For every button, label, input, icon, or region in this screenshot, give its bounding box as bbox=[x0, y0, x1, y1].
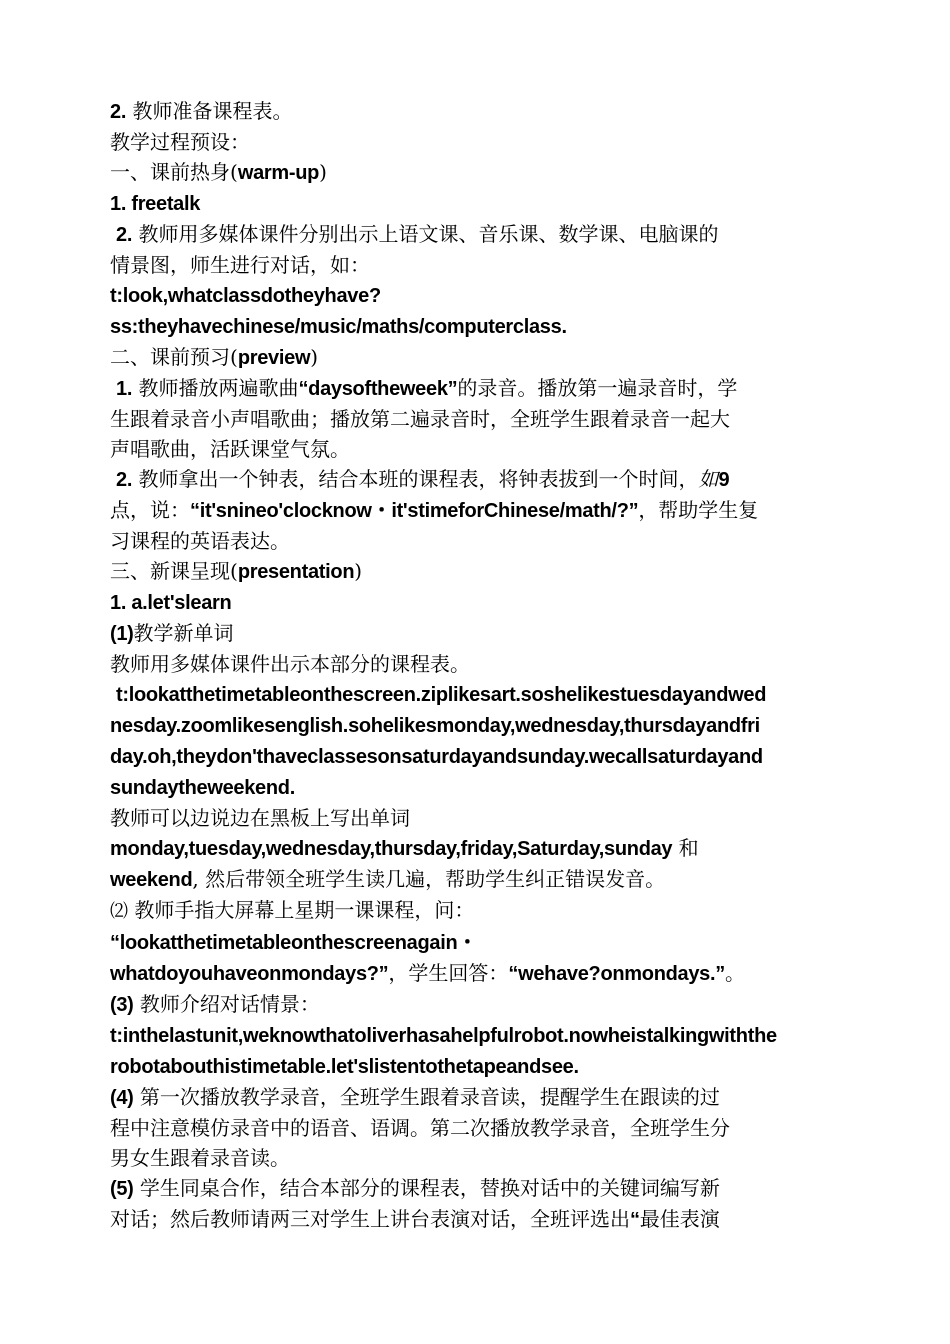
item-number: (3) bbox=[110, 994, 134, 1016]
paragraph-line bbox=[110, 434, 840, 464]
item-number: 2. bbox=[110, 101, 127, 123]
teacher-speech-line bbox=[110, 772, 840, 803]
warmup-item-1 bbox=[110, 188, 840, 219]
paragraph-line bbox=[110, 1204, 840, 1235]
teacher-question-line bbox=[110, 958, 840, 989]
paragraph-line bbox=[110, 803, 840, 833]
section-heading-warmup bbox=[110, 157, 840, 188]
teacher-speech-line bbox=[110, 741, 840, 772]
line-text: 教师拿出一个钟表，结合本班的课程表，将钟表拔到一个时间， bbox=[132, 467, 699, 491]
line-text: 教学新单词 bbox=[133, 621, 234, 645]
english-line: robotabouthistimetable.let'slistentothetapeandsee. bbox=[110, 1056, 579, 1078]
paragraph-line bbox=[110, 864, 840, 895]
english-line: t:lookatthetimetableonthescreen.ziplikesart.soshelikestuesdayandwed bbox=[116, 684, 767, 706]
dialogue-line-students bbox=[110, 311, 840, 342]
english-line: nesday.zoomlikesenglish.sohelikesmonday,wednesday,thursdayandfri bbox=[110, 715, 760, 737]
line-text: 生跟着录音小声唱歌曲；播放第二遍录音时，全班学生跟着录音一起大 bbox=[110, 407, 730, 431]
line-text: ) bbox=[319, 160, 327, 184]
section-heading-presentation bbox=[110, 556, 840, 587]
english-term: 9 bbox=[718, 469, 730, 491]
warmup-item-2 bbox=[110, 219, 840, 250]
teacher-speech-line bbox=[110, 1020, 840, 1051]
line-text: 的录音。播放第一遍录音时，学 bbox=[457, 376, 738, 400]
english-term: warm-up bbox=[237, 162, 320, 184]
line-text: 。 bbox=[724, 961, 745, 985]
section-heading-preview bbox=[110, 342, 840, 373]
english-quote: “lookatthetimetableonthescreenagain・ bbox=[110, 932, 478, 954]
vocabulary-line bbox=[110, 833, 840, 864]
line-text: 声唱歌曲，活跃课堂气氛。 bbox=[110, 437, 350, 461]
english-line: monday,tuesday,wednesday,thursday,friday,Saturday,sunday bbox=[110, 838, 673, 860]
preview-item-2 bbox=[110, 464, 840, 495]
english-line: sundaytheweekend. bbox=[110, 777, 295, 799]
line-text: 教师手指大屏幕上星期一课课程，问： bbox=[128, 898, 475, 922]
item-number: 1. bbox=[116, 378, 133, 400]
line-text: 学生同桌合作，结合本部分的课程表，替换对话中的关键词编写新 bbox=[133, 1176, 720, 1200]
english-line: t:inthelastunit,weknowthatoliverhasahelpfulrobot.nowheistalkingwiththe bbox=[110, 1025, 777, 1047]
item-number: 2. bbox=[116, 224, 133, 246]
line-text: 最佳表演 bbox=[639, 1207, 720, 1231]
open-quote: “ bbox=[630, 1209, 640, 1231]
item-number: ⑵ bbox=[110, 901, 128, 922]
paragraph-line bbox=[110, 526, 840, 556]
line-text: 教师介绍对话情景： bbox=[133, 992, 320, 1016]
line-text-italic: 如 bbox=[698, 467, 719, 491]
line-text: ) bbox=[310, 345, 319, 369]
item-number: (5) bbox=[110, 1178, 134, 1200]
english-quote: “wehave?onmondays.” bbox=[508, 963, 725, 985]
line-text: ) bbox=[354, 559, 363, 583]
english-line: 1. a.let'slearn bbox=[110, 592, 232, 614]
section-heading-process bbox=[110, 127, 840, 157]
line-text: 程中注意模仿录音中的语音、语调。第二次播放教学录音，全班学生分 bbox=[110, 1116, 730, 1140]
english-term: preview bbox=[237, 347, 311, 369]
line-text: 教师播放两遍歌曲 bbox=[132, 376, 299, 400]
line-text: 对话；然后教师请两三对学生上讲台表演对话，全班评选出 bbox=[110, 1207, 630, 1231]
english-term: presentation bbox=[237, 561, 355, 583]
paragraph-line bbox=[110, 250, 840, 280]
english-line: t:look,whatclassdotheyhave? bbox=[110, 285, 381, 307]
line-text: 点，说： bbox=[110, 498, 190, 522]
line-text: 教师用多媒体课件分别出示上语文课、音乐课、数学课、电脑课的 bbox=[132, 222, 719, 246]
line-text: 教师可以边说边在黑板上写出单词 bbox=[110, 806, 410, 830]
document-page bbox=[110, 96, 840, 1235]
english-quote: “it'snineo'clocknow・it'stimeforChinese/math/?” bbox=[190, 500, 639, 522]
item-number: (1) bbox=[110, 623, 134, 645]
prep-item-2 bbox=[110, 96, 840, 127]
paragraph-line bbox=[110, 649, 840, 679]
line-text: ，学生回答： bbox=[388, 961, 509, 985]
item-number: 2. bbox=[116, 469, 133, 491]
preview-item-1 bbox=[110, 373, 840, 404]
subitem-1 bbox=[110, 618, 840, 649]
line-text: 教师准备课程表。 bbox=[126, 99, 293, 123]
item-number: (4) bbox=[110, 1087, 134, 1109]
teacher-question-line bbox=[110, 927, 840, 958]
line-text: 第一次播放教学录音，全班学生跟着录音读，提醒学生在跟读的过 bbox=[133, 1085, 720, 1109]
teacher-speech-line bbox=[110, 679, 840, 710]
presentation-item-1 bbox=[110, 587, 840, 618]
line-text: 二、课前预习( bbox=[110, 345, 238, 369]
subitem-5 bbox=[110, 1173, 840, 1204]
line-text: ，帮助学生复 bbox=[638, 498, 759, 522]
line-text: , 然后带领全班学生读几遍，帮助学生纠正错误发音。 bbox=[192, 867, 666, 891]
english-line: day.oh,theydon'thaveclassesonsaturdayandsunday.wecallsaturdayand bbox=[110, 746, 763, 768]
subitem-2 bbox=[110, 895, 840, 927]
subitem-3 bbox=[110, 989, 840, 1020]
song-title: “daysoftheweek” bbox=[298, 378, 458, 400]
line-text: 和 bbox=[672, 836, 699, 860]
line-text: 男女生跟着录音读。 bbox=[110, 1146, 290, 1170]
paragraph-line bbox=[110, 1113, 840, 1143]
line-text: 教师用多媒体课件出示本部分的课程表。 bbox=[110, 652, 470, 676]
line-text: 教学过程预设： bbox=[110, 130, 250, 154]
paragraph-line bbox=[110, 1143, 840, 1173]
english-term: weekend bbox=[110, 869, 193, 891]
line-text: 三、新课呈现( bbox=[110, 559, 238, 583]
line-text: 一、课前热身( bbox=[110, 160, 238, 184]
paragraph-line bbox=[110, 495, 840, 526]
subitem-4 bbox=[110, 1082, 840, 1113]
teacher-speech-line bbox=[110, 710, 840, 741]
english-line: ss:theyhavechinese/music/maths/computerclass. bbox=[110, 316, 567, 338]
english-quote: whatdoyouhaveonmondays?” bbox=[110, 963, 389, 985]
english-line: 1. freetalk bbox=[110, 193, 201, 215]
line-text: 习课程的英语表达。 bbox=[110, 529, 290, 553]
line-text: 情景图，师生进行对话，如： bbox=[110, 253, 370, 277]
paragraph-line bbox=[110, 404, 840, 434]
dialogue-line-teacher bbox=[110, 280, 840, 311]
teacher-speech-line bbox=[110, 1051, 840, 1082]
